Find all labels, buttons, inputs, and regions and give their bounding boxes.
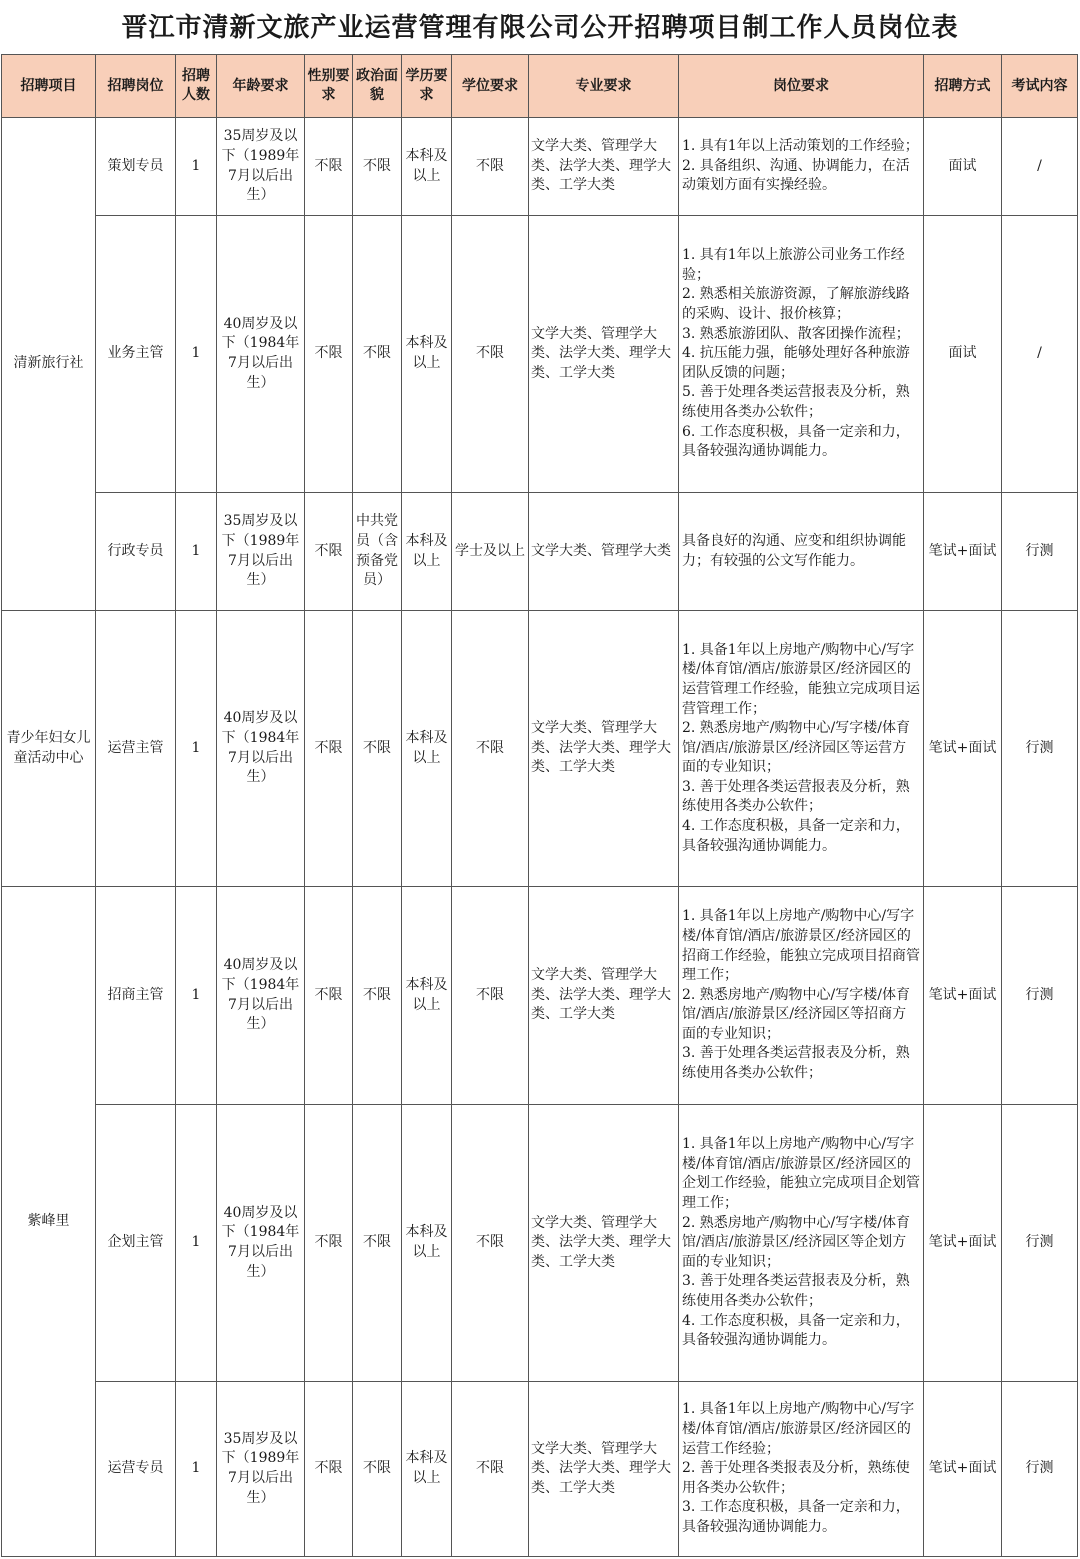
method-cell: 笔试+面试 xyxy=(924,493,1002,611)
header-cell: 考试内容 xyxy=(1002,55,1078,118)
degree-cell: 学士及以上 xyxy=(452,493,529,611)
header-cell: 学历要求 xyxy=(402,55,452,118)
position-cell: 企划主管 xyxy=(96,1105,176,1382)
degree-cell: 不限 xyxy=(452,887,529,1105)
requirements-cell: 1. 具备1年以上房地产/购物中心/写字楼/体育馆/酒店/旅游景区/经济园区的运营工作经验； 2. 善于处理各类报表及分析，熟练使用各类办公软件； 3. 工作态度积极，具备一定亲和力，具备较强沟通协调能力。 xyxy=(679,1382,924,1557)
header-cell: 招聘岗位 xyxy=(96,55,176,118)
method-cell: 笔试+面试 xyxy=(924,1105,1002,1382)
political-cell: 不限 xyxy=(353,118,402,216)
method-cell: 笔试+面试 xyxy=(924,611,1002,887)
age-cell: 35周岁及以下（1989年7月以后出生） xyxy=(217,118,305,216)
gender-cell: 不限 xyxy=(305,493,353,611)
degree-cell: 不限 xyxy=(452,1105,529,1382)
major-cell: 文学大类、管理学大类、法学大类、理学大类、工学大类 xyxy=(529,1105,679,1382)
age-cell: 40周岁及以下（1984年7月以后出生） xyxy=(217,216,305,493)
age-cell: 35周岁及以下（1989年7月以后出生） xyxy=(217,493,305,611)
major-cell: 文学大类、管理学大类、法学大类、理学大类、工学大类 xyxy=(529,887,679,1105)
degree-cell: 不限 xyxy=(452,1382,529,1557)
header-cell: 招聘人数 xyxy=(176,55,217,118)
position-cell: 运营专员 xyxy=(96,1382,176,1557)
age-cell: 40周岁及以下（1984年7月以后出生） xyxy=(217,887,305,1105)
gender-cell: 不限 xyxy=(305,611,353,887)
method-cell: 面试 xyxy=(924,216,1002,493)
table-row xyxy=(2,1382,1078,1557)
political-cell: 不限 xyxy=(353,611,402,887)
exam-cell: 行测 xyxy=(1002,1382,1078,1557)
political-cell: 中共党员（含预备党员） xyxy=(353,493,402,611)
header-cell: 学位要求 xyxy=(452,55,529,118)
political-cell: 不限 xyxy=(353,1105,402,1382)
position-cell: 运营主管 xyxy=(96,611,176,887)
header-cell: 年龄要求 xyxy=(217,55,305,118)
exam-cell: 行测 xyxy=(1002,1105,1078,1382)
exam-cell: / xyxy=(1002,118,1078,216)
requirements-cell: 1. 具备1年以上房地产/购物中心/写字楼/体育馆/酒店/旅游景区/经济园区的运营管理工作经验，能独立完成项目运营管理工作； 2. 熟悉房地产/购物中心/写字楼/体育馆/酒店/旅游景区/经济园区等运营方面的专业知识； 3. 善于处理各类运营报表及分析，熟练使用各类办公软件； 4. 工作态度积极，具备一定亲和力，具备较强沟通协调能力。 xyxy=(679,611,924,887)
position-cell: 策划专员 xyxy=(96,118,176,216)
major-cell: 文学大类、管理学大类、法学大类、理学大类、工学大类 xyxy=(529,216,679,493)
major-cell: 文学大类、管理学大类、法学大类、理学大类、工学大类 xyxy=(529,1382,679,1557)
education-cell: 本科及以上 xyxy=(402,611,452,887)
political-cell: 不限 xyxy=(353,216,402,493)
count-cell: 1 xyxy=(176,118,217,216)
major-cell: 文学大类、管理学大类 xyxy=(529,493,679,611)
education-cell: 本科及以上 xyxy=(402,887,452,1105)
education-cell: 本科及以上 xyxy=(402,493,452,611)
header-cell: 政治面貌 xyxy=(353,55,402,118)
project-cell: 清新旅行社 xyxy=(2,118,96,611)
table-header-row xyxy=(2,55,1078,118)
header-cell: 专业要求 xyxy=(529,55,679,118)
positions-table xyxy=(1,54,1078,1557)
exam-cell: 行测 xyxy=(1002,887,1078,1105)
major-cell: 文学大类、管理学大类、法学大类、理学大类、工学大类 xyxy=(529,118,679,216)
degree-cell: 不限 xyxy=(452,118,529,216)
table-row xyxy=(2,493,1078,611)
table-row xyxy=(2,216,1078,493)
education-cell: 本科及以上 xyxy=(402,216,452,493)
education-cell: 本科及以上 xyxy=(402,118,452,216)
count-cell: 1 xyxy=(176,493,217,611)
gender-cell: 不限 xyxy=(305,216,353,493)
position-cell: 业务主管 xyxy=(96,216,176,493)
exam-cell: 行测 xyxy=(1002,493,1078,611)
political-cell: 不限 xyxy=(353,1382,402,1557)
count-cell: 1 xyxy=(176,216,217,493)
major-cell: 文学大类、管理学大类、法学大类、理学大类、工学大类 xyxy=(529,611,679,887)
header-cell: 招聘方式 xyxy=(924,55,1002,118)
requirements-cell: 1. 具有1年以上旅游公司业务工作经验； 2. 熟悉相关旅游资源，了解旅游线路的采购、设计、报价核算； 3. 熟悉旅游团队、散客团操作流程； 4. 抗压能力强，能够处理好各种旅游团队反馈的问题； 5. 善于处理各类运营报表及分析，熟练使用各类办公软件； 6. 工作态度积极，具备一定亲和力，具备较强沟通协调能力。 xyxy=(679,216,924,493)
political-cell: 不限 xyxy=(353,887,402,1105)
project-cell: 青少年妇女儿童活动中心 xyxy=(2,611,96,887)
degree-cell: 不限 xyxy=(452,216,529,493)
requirements-cell: 具备良好的沟通、应变和组织协调能力；有较强的公文写作能力。 xyxy=(679,493,924,611)
table-row xyxy=(2,1105,1078,1382)
education-cell: 本科及以上 xyxy=(402,1382,452,1557)
requirements-cell: 1. 具备1年以上房地产/购物中心/写字楼/体育馆/酒店/旅游景区/经济园区的招商工作经验，能独立完成项目招商管理工作； 2. 熟悉房地产/购物中心/写字楼/体育馆/酒店/旅游景区/经济园区等招商方面的专业知识； 3. 善于处理各类运营报表及分析，熟练使用各类办公软件； xyxy=(679,887,924,1105)
page-title: 晋江市清新文旅产业运营管理有限公司公开招聘项目制工作人员岗位表 xyxy=(121,13,959,43)
requirements-cell: 1. 具有1年以上活动策划的工作经验； 2. 具备组织、沟通、协调能力，在活动策划方面有实操经验。 xyxy=(679,118,924,216)
method-cell: 笔试+面试 xyxy=(924,1382,1002,1557)
gender-cell: 不限 xyxy=(305,887,353,1105)
position-cell: 行政专员 xyxy=(96,493,176,611)
table-row xyxy=(2,611,1078,887)
count-cell: 1 xyxy=(176,611,217,887)
gender-cell: 不限 xyxy=(305,1382,353,1557)
degree-cell: 不限 xyxy=(452,611,529,887)
header-cell: 性别要求 xyxy=(305,55,353,118)
education-cell: 本科及以上 xyxy=(402,1105,452,1382)
position-cell: 招商主管 xyxy=(96,887,176,1105)
age-cell: 40周岁及以下（1984年7月以后出生） xyxy=(217,611,305,887)
age-cell: 40周岁及以下（1984年7月以后出生） xyxy=(217,1105,305,1382)
method-cell: 面试 xyxy=(924,118,1002,216)
gender-cell: 不限 xyxy=(305,118,353,216)
count-cell: 1 xyxy=(176,1105,217,1382)
table-row xyxy=(2,118,1078,216)
project-cell: 紫峰里 xyxy=(2,887,96,1557)
exam-cell: 行测 xyxy=(1002,611,1078,887)
count-cell: 1 xyxy=(176,887,217,1105)
table-row xyxy=(2,887,1078,1105)
age-cell: 35周岁及以下（1989年7月以后出生） xyxy=(217,1382,305,1557)
exam-cell: / xyxy=(1002,216,1078,493)
gender-cell: 不限 xyxy=(305,1105,353,1382)
count-cell: 1 xyxy=(176,1382,217,1557)
header-cell: 岗位要求 xyxy=(679,55,924,118)
requirements-cell: 1. 具备1年以上房地产/购物中心/写字楼/体育馆/酒店/旅游景区/经济园区的企划工作经验，能独立完成项目企划管理工作； 2. 熟悉房地产/购物中心/写字楼/体育馆/酒店/旅游景区/经济园区等企划方面的专业知识； 3. 善于处理各类运营报表及分析，熟练使用各类办公软件； 4. 工作态度积极，具备一定亲和力，具备较强沟通协调能力。 xyxy=(679,1105,924,1382)
header-cell: 招聘项目 xyxy=(2,55,96,118)
method-cell: 笔试+面试 xyxy=(924,887,1002,1105)
